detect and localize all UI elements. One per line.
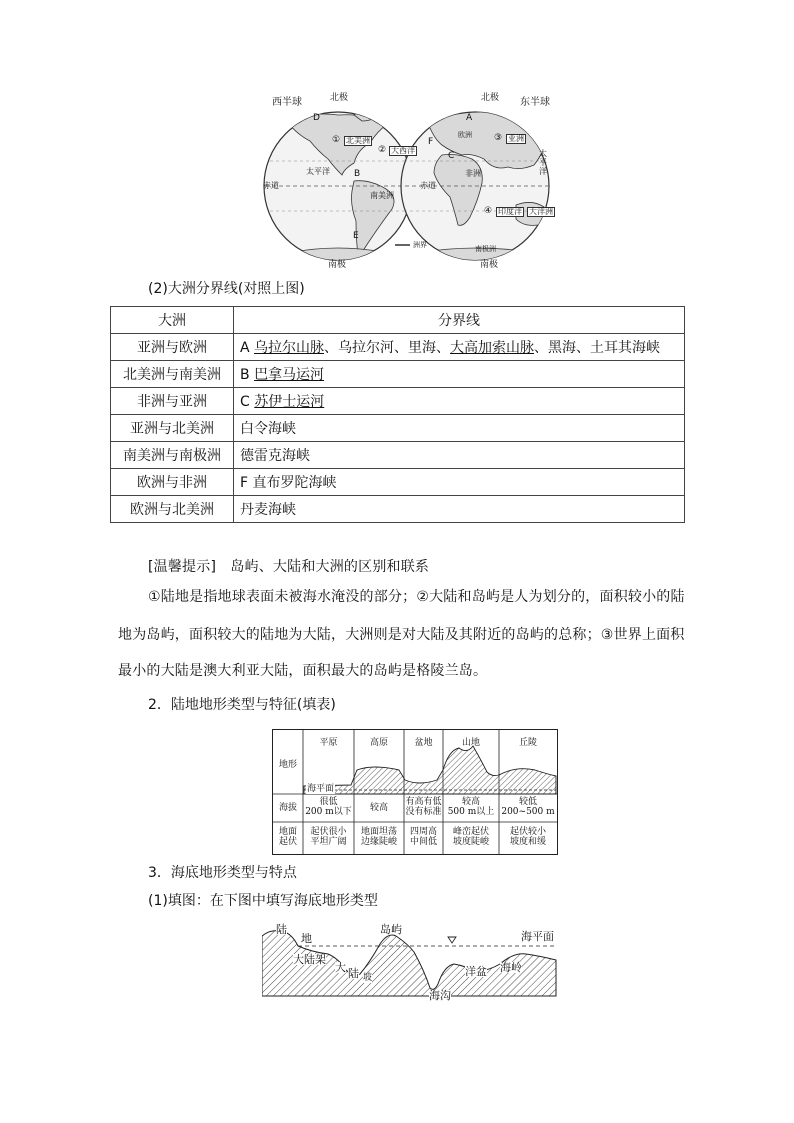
row-label-elevation: 海拔 <box>278 803 297 813</box>
underlined-answer: 苏伊士运河 <box>254 394 325 410</box>
seafloor-ridge: 海岭 <box>500 961 522 974</box>
boundary-letter-c: C <box>448 151 455 161</box>
seafloor-slope-1: 大 <box>335 961 346 974</box>
boundary-cell <box>234 361 685 388</box>
pacific-ocean-label-w: 太平洋 <box>306 167 330 176</box>
table-header-continent: 大洲 <box>111 307 234 334</box>
section-3-title: 3．海底地形类型与特点 <box>148 865 297 881</box>
elevation-plateau: 较高 <box>369 803 388 813</box>
continent-pair: 欧洲与非洲 <box>111 469 234 496</box>
equator-label-w: 赤道 <box>263 181 279 190</box>
west-hemisphere-label: 西半球 <box>272 97 302 108</box>
boundary-cell <box>234 388 685 415</box>
continent-pair: 欧洲与北美洲 <box>111 496 234 523</box>
seafloor-ocean-basin: 洋盆 <box>465 965 487 978</box>
seafloor-trench: 海沟 <box>429 989 451 1002</box>
boundary-letter-e: E <box>353 231 359 241</box>
continent-pair: 非洲与亚洲 <box>111 388 234 415</box>
seafloor-slope-2: 陆 <box>348 967 359 980</box>
sea-level-label: 海平面 <box>307 784 335 794</box>
south-pole-label-e: 南极 <box>480 260 499 270</box>
seafloor-land-2: 地 <box>301 932 312 945</box>
circled-number-4: ④ <box>484 206 493 216</box>
relief-mountain: 峰峦起伏 坡度陡峻 <box>452 827 489 848</box>
continent-pair: 南美洲与南极洲 <box>111 442 234 469</box>
seafloor-slope-3: 坡 <box>363 973 373 983</box>
landform-table <box>272 729 558 855</box>
circled-number-3: ③ <box>494 133 503 143</box>
boundary-cell: 白令海峡 <box>234 415 685 442</box>
landform-type-mountain: 山地 <box>461 738 480 748</box>
table-row <box>111 415 685 442</box>
table-header-boundary: 分界线 <box>234 307 685 334</box>
landform-type-basin: 盆地 <box>414 738 433 748</box>
asia-box: 亚洲 <box>508 134 524 143</box>
boundary-letter-f: F <box>428 137 434 147</box>
tip-line-1: ①陆地是指地球表面未被海水淹没的部分；②大陆和岛屿是人为划分的，面积较小的陆 <box>148 589 685 605</box>
section-3-subtitle: (1)填图：在下图中填写海底地形类型 <box>148 893 378 909</box>
table-header-row <box>111 307 685 334</box>
tip-line-3: 最小的大陆是澳大利亚大陆，面积最大的岛屿是格陵兰岛。 <box>118 663 488 679</box>
landform-type-hill: 丘陵 <box>518 738 537 748</box>
indian-ocean-box: 印度洋 <box>498 207 522 216</box>
table-row <box>111 496 685 523</box>
seafloor-land-1: 陆 <box>276 923 287 936</box>
underlined-answer: 乌拉尔山脉 <box>254 340 325 356</box>
boundary-letter-b: B <box>354 169 361 179</box>
boundary-cell: 德雷克海峡 <box>234 442 685 469</box>
relief-plateau: 地面坦荡 边缘陡峻 <box>360 827 397 848</box>
tip-heading: [温馨提示] 岛屿、大陆和大洲的区别和联系 <box>148 559 430 575</box>
legend-boundary-label: 洲界 <box>413 241 427 249</box>
relief-plain: 起伏很小 平坦广阔 <box>310 827 347 848</box>
table-row <box>111 334 685 361</box>
boundary-letter: A <box>240 340 255 356</box>
row-label-relief: 地面 起伏 <box>278 827 297 848</box>
north-america-box: 北美洲 <box>346 136 370 145</box>
continent-boundary-table <box>110 306 685 523</box>
boundary-text: 直布罗陀海峡 <box>252 475 337 491</box>
elevation-basin: 有高有低 没有标准 <box>405 797 442 818</box>
continent-pair: 亚洲与欧洲 <box>111 334 234 361</box>
pacific-ocean-label-e: 太 平 洋 <box>539 149 547 176</box>
table-row <box>111 361 685 388</box>
boundary-letter: F <box>240 475 253 491</box>
east-hemisphere-label: 东半球 <box>520 97 550 108</box>
boundary-letter: C <box>240 394 255 410</box>
table-row <box>111 442 685 469</box>
oceania-box: 大洋洲 <box>529 207 553 216</box>
circled-number-1: ① <box>332 135 341 145</box>
table-row <box>111 469 685 496</box>
continent-pair: 北美洲与南美洲 <box>111 361 234 388</box>
landform-type-plain: 平原 <box>319 738 338 748</box>
underlined-answer: 大高加索山脉 <box>450 340 535 356</box>
seafloor-continental-shelf: 大陆架 <box>293 953 326 966</box>
underlined-answer: 巴拿马运河 <box>254 367 325 383</box>
south-pole-label-w: 南极 <box>328 260 347 270</box>
tip-line-2: 地为岛屿，面积较大的陆地为大陆，大洲则是对大陆及其附近的岛屿的总称；③世界上面积 <box>118 627 685 643</box>
boundary-letter-d: D <box>313 113 320 123</box>
elevation-mountain: 较高 500 m以上 <box>447 797 495 818</box>
table-row <box>111 388 685 415</box>
relief-hill: 起伏较小 坡度和缓 <box>509 827 546 848</box>
hemisphere-map <box>258 93 558 273</box>
boundary-text: 、黑海、土耳其海峡 <box>534 340 661 356</box>
continent-pair: 亚洲与北美洲 <box>111 415 234 442</box>
boundary-cell: 丹麦海峡 <box>234 496 685 523</box>
boundary-cell <box>234 469 685 496</box>
south-america-label: 南美洲 <box>370 191 394 200</box>
antarctica-label: 南极洲 <box>475 245 496 253</box>
boundary-section-title: (2)大洲分界线(对照上图) <box>148 281 305 297</box>
relief-basin: 四周高 中间低 <box>409 827 437 848</box>
boundary-letter: B <box>240 367 255 383</box>
europe-label: 欧洲 <box>458 131 472 139</box>
africa-label: 非洲 <box>465 169 481 178</box>
elevation-plain: 很低 200 m以下 <box>305 797 352 818</box>
landform-type-plateau: 高原 <box>369 738 388 748</box>
atlantic-ocean-box: 大西洋 <box>391 146 415 155</box>
circled-number-2: ② <box>378 145 387 155</box>
western-hemisphere <box>258 109 418 273</box>
north-pole-label-w: 北极 <box>330 93 349 103</box>
section-2-title: 2．陆地地形类型与特征(填表) <box>148 697 336 713</box>
seafloor-sea-level: 海平面 <box>521 930 554 943</box>
north-pole-label-e: 北极 <box>481 93 500 103</box>
equator-label-e: 赤道 <box>420 181 436 190</box>
boundary-letter-a: A <box>466 113 473 123</box>
boundary-cell <box>234 334 685 361</box>
row-label-landform: 地形 <box>278 760 297 770</box>
boundary-text: 、乌拉尔河、里海、 <box>324 340 451 356</box>
elevation-hill: 较低 200~500 m <box>501 797 555 818</box>
landform-profile <box>304 746 556 794</box>
seafloor-island: 岛屿 <box>380 923 402 936</box>
